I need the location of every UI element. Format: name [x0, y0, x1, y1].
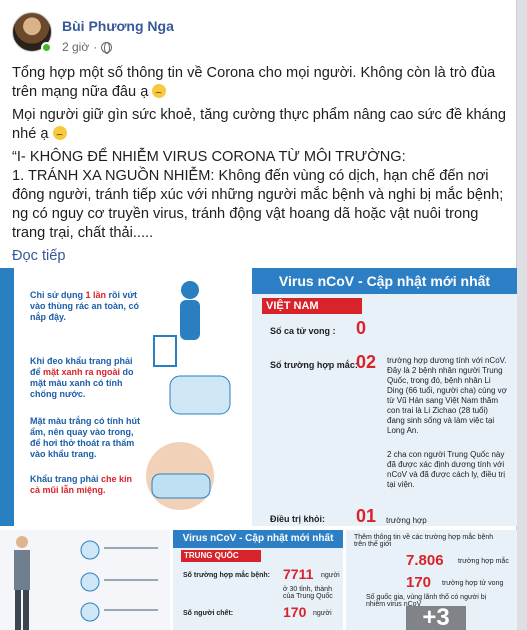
meta-dot: · — [93, 40, 98, 54]
world-note: Thêm thông tin về các trường hợp mắc bệnh trên thế giới — [354, 534, 494, 548]
update-title: Virus nCoV - Cập nhật mới nhất — [252, 268, 517, 294]
cases-value: 02 — [356, 352, 377, 372]
world-cases-unit: trường hợp mắc — [458, 558, 509, 565]
treated-value: 01 — [356, 506, 377, 526]
online-status-dot — [41, 42, 52, 53]
paragraph-3: “I- KHÔNG ĐỂ NHIỄM VIRUS CORONA TỪ MÔI TRƯỜNG: — [12, 149, 406, 165]
photo-small-3[interactable] — [346, 530, 517, 630]
person-illustration-icon — [10, 534, 34, 630]
country-label-small: TRUNG QUỐC — [181, 550, 261, 562]
paragraph-2: Mọi người giữ gìn sức khoẻ, tăng cường thực phẩm nâng cao sức đề kháng nhé ạ — [12, 107, 506, 142]
cn-cases-label: Số trường hợp mắc bệnh: — [183, 572, 270, 579]
mask-infographic — [0, 268, 250, 526]
treated-unit: trường hợp — [386, 516, 427, 525]
paragraph-4: 1. TRÁNH XA NGUỒN NHIỄM: Không đến vùng có dịch, hạn chế đến nơi đông người, tránh tiếp xúc với những người mắc bệnh và nghi bị mắc bệnh; ng có nguy cơ truyền virus, tránh động vật hoang dã hoặc vật nuôi trong trang trại, chất thải..... — [12, 168, 504, 241]
more-photos-overlay[interactable]: +3 — [406, 606, 466, 630]
post-header — [12, 10, 502, 60]
world-deaths-unit: trường hợp tử vong — [442, 580, 504, 587]
post-meta — [62, 40, 112, 54]
post-text — [12, 64, 507, 270]
deaths-label: Số ca tử vong : — [270, 326, 336, 336]
world-deaths-value: 170 — [406, 574, 432, 591]
sad-emoji-icon — [53, 126, 67, 140]
tip-2: Khi đeo khẩu trang phải để mặt xanh ra ngoài do mặt màu xanh có tính chống nước. — [30, 356, 134, 399]
pensive-emoji-icon — [152, 84, 166, 98]
cn-cases-unit: người — [321, 572, 340, 579]
update-title-small: Virus nCoV - Cập nhật mới nhất — [173, 530, 343, 548]
tip-3: Mặt màu trắng có tính hút ẩm, nên quay vào trong, để hơi thở thoát ra thấm vào khẩu trang. — [30, 416, 140, 459]
post-time[interactable]: 2 giờ — [62, 40, 90, 54]
read-more-link[interactable]: Đọc tiếp — [12, 248, 66, 264]
hygiene-tips-icon — [70, 536, 165, 626]
cases-label: Số trường hợp mắc: — [270, 360, 358, 370]
tip-4: Khẩu trang phải che kín cả mũi lẫn miệng. — [30, 474, 133, 495]
countries-note: Số quốc gia, vùng lãnh thổ có người bị nhiễm virus nCoV — [366, 594, 487, 608]
cn-deaths-label: Số người chết: — [183, 610, 234, 617]
photo-grid — [0, 268, 517, 630]
cn-cases-note: ở 30 tỉnh, thành của Trung Quốc — [283, 586, 333, 600]
treated-label: Điều trị khỏi: — [270, 514, 326, 524]
photo-main[interactable] — [0, 268, 517, 526]
cases-detail: trường hợp dương tính với nCoV. Đây là 2 bệnh nhân người Trung Quốc, trong đó, bệnh nhân Li Ding (66 tuổi, người cha) cùng vợ từ Vũ Hán sang Việt Nam thăm con trai là Li Zichao (28 tuổi) đang sinh sống và làm việc tại Long An. — [387, 356, 507, 435]
globe-icon[interactable] — [101, 42, 112, 53]
tip-1: Chỉ sử dụng 1 lần rồi vứt vào thùng rác an toàn, có nắp đậy. — [30, 290, 140, 322]
cn-cases-value: 7711 — [283, 566, 314, 582]
deaths-value: 0 — [356, 318, 367, 338]
world-cases-value: 7.806 — [406, 552, 444, 569]
paragraph-1: Tổng hợp một số thông tin về Corona cho mọi người. Không còn là trò đùa trên mạng nữa đâu ạ — [12, 65, 496, 100]
author-name[interactable]: Bùi Phương Nga — [62, 18, 174, 34]
mask-illustration-icon — [140, 276, 240, 521]
photo-small-2[interactable] — [173, 530, 343, 630]
infographic-sidebar — [0, 268, 14, 526]
vietnam-update-infographic — [252, 268, 517, 526]
cn-deaths-value: 170 — [283, 604, 307, 620]
cn-deaths-unit: người — [313, 610, 332, 617]
cases-detail-2: 2 cha con người Trung Quốc này đã được xác định dương tính với nCoV và đã được cách ly, điều trị tại viện. — [387, 450, 506, 489]
photo-small-1[interactable] — [0, 530, 170, 630]
country-label: VIỆT NAM — [262, 298, 362, 314]
